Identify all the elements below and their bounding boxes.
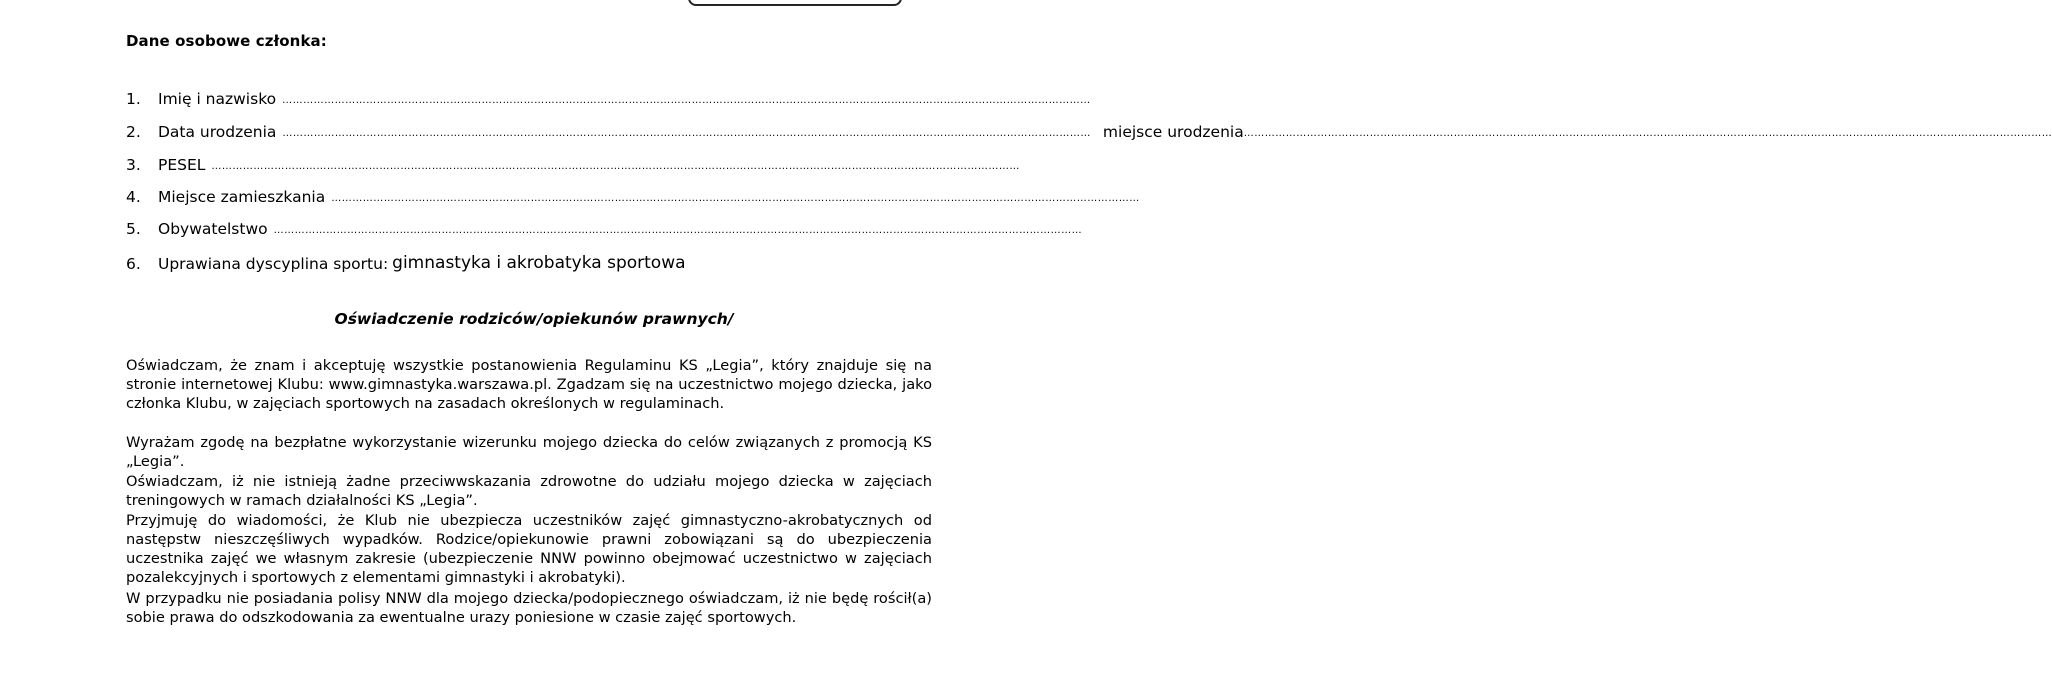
declaration-paragraph-insurance: Przyjmuję do wiadomości, że Klub nie ubezpiecza uczestników zajęć gimnastyczno-akrobatycznych od następstw nieszczęśliwych wypadków. Rodzice/opiekunowie prawni zobowiązani są do ubezpieczenia uczestnika zajęć we własnym zakresie (ubezpieczenie NNW powinno obejmować uczestnictwo w zajęciach pozalekcyjnych i sportowych z elementami gimnastyki i akrobatyki). [126, 512, 932, 586]
fill-in-dots[interactable]: …………………………………………………………………………………………………………………………………………………………………………………………………………… [211, 161, 1020, 172]
field-number: 2. [126, 123, 141, 141]
cropped-header-fragment [688, 0, 902, 6]
fill-in-dots[interactable]: …………………………………………………………………………………………………………………………………………………………………………………………………………… [1243, 128, 2052, 139]
field-row-birth [126, 119, 2052, 141]
declaration-paragraph-image-consent: Wyrażam zgodę na bezpłatne wykorzystanie wizerunku mojego dziecka do celów związanych z promocją KS „Legia”. [126, 434, 932, 470]
field-number: 1. [126, 90, 141, 108]
field-number: 4. [126, 188, 141, 206]
field-row-discipline [126, 251, 926, 273]
field-label-pesel: PESEL [158, 156, 206, 174]
fill-in-dots[interactable]: …………………………………………………………………………………………………………………………………………………………………………………………………………… [282, 95, 1091, 106]
field-label-address: Miejsce zamieszkania [158, 188, 326, 206]
field-row-name [126, 86, 1091, 108]
field-row-address [126, 184, 1140, 206]
declaration-paragraph-health: Oświadczam, iż nie istnieją żadne przeciwwskazania zdrowotne do udziału mojego dziecka w zajęciach treningowych w ramach działalności KS „Legia”. [126, 473, 932, 509]
declaration-title: Oświadczenie rodziców/opiekunów prawnych/ [334, 310, 734, 328]
fill-in-dots[interactable]: …………………………………………………………………………………………………………………………………………………………………………………………………………… [282, 128, 1091, 139]
declaration-paragraph-regulations: Oświadczam, że znam i akceptuję wszystkie postanowienia Regulaminu KS „Legia”, który znajduje się na stronie internetowej Klubu: www.gimnastyka.warszawa.pl. Zgadzam się na uczestnictwo mojego dziecka, jako członka Klubu, w zajęciach sportowych na zasadach określonych w regulaminach. [126, 357, 932, 412]
fill-in-dots[interactable]: …………………………………………………………………………………………………………………………………………………………………………………………………………… [273, 225, 1083, 236]
field-number: 6. [126, 255, 141, 273]
field-value-discipline: gimnastyka i akrobatyka sportowa [392, 253, 686, 273]
field-label-citizenship: Obywatelstwo [158, 220, 268, 238]
declaration-paragraph-no-claims: W przypadku nie posiadania polisy NNW dla mojego dziecka/podopiecznego oświadczam, iż nie będę rościł(a) sobie prawa do odszkodowania za ewentualne urazy poniesione w czasie zajęć sportowych. [126, 590, 932, 626]
section-title: Dane osobowe członka: [126, 32, 327, 50]
field-number: 3. [126, 156, 141, 174]
field-label-birth-date: Data urodzenia [158, 123, 277, 141]
field-row-citizenship [126, 216, 1083, 238]
field-label-birth-place: miejsce urodzenia [1102, 123, 1244, 141]
field-row-pesel [126, 152, 1020, 174]
field-label-name: Imię i nazwisko [158, 90, 277, 108]
field-label-discipline: Uprawiana dyscyplina sportu: [158, 255, 389, 273]
field-number: 5. [126, 220, 141, 238]
fill-in-dots[interactable]: …………………………………………………………………………………………………………………………………………………………………………………………………………… [331, 193, 1140, 204]
